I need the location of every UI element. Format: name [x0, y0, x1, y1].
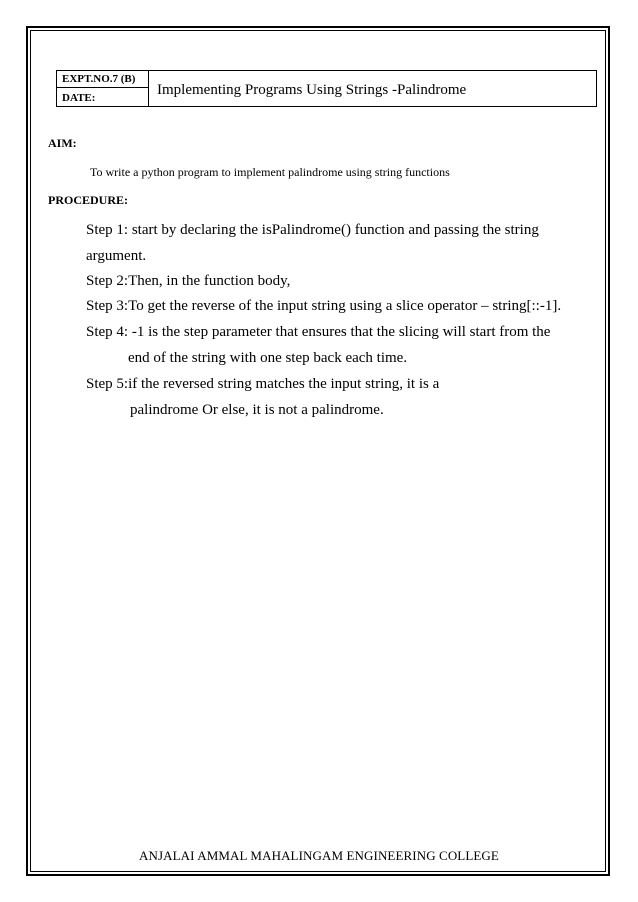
procedure-step-3: Step 3:To get the reverse of the input string using a slice operator – string[::-1]. — [86, 298, 562, 314]
procedure-step-2: Step 2:Then, in the function body, — [86, 273, 291, 289]
procedure-step-4: Step 4: -1 is the step parameter that ensures that the slicing will start from the — [86, 324, 551, 340]
experiment-header-table — [56, 70, 597, 107]
procedure-step-1-cont: argument. — [86, 248, 147, 264]
experiment-number: EXPT.NO.7 (B) — [57, 71, 148, 88]
aim-text: To write a python program to implement palindrome using string functions — [90, 165, 450, 179]
procedure-step-5: Step 5:if the reversed string matches the input string, it is a — [86, 376, 440, 392]
aim-heading: AIM: — [48, 136, 77, 150]
page-border-inner — [30, 30, 606, 872]
procedure-heading: PROCEDURE: — [48, 193, 128, 207]
college-footer: ANJALAI AMMAL MAHALINGAM ENGINEERING COLLEGE — [139, 848, 499, 863]
procedure-step-5-cont: palindrome Or else, it is not a palindrome. — [130, 402, 384, 418]
experiment-title: Implementing Programs Using Strings -Palindrome — [157, 82, 467, 98]
procedure-step-1: Step 1: start by declaring the isPalindrome() function and passing the string — [86, 222, 539, 238]
procedure-step-4-cont: end of the string with one step back each time. — [128, 350, 408, 366]
date-label: DATE: — [62, 92, 96, 104]
header-left-column — [57, 71, 149, 106]
